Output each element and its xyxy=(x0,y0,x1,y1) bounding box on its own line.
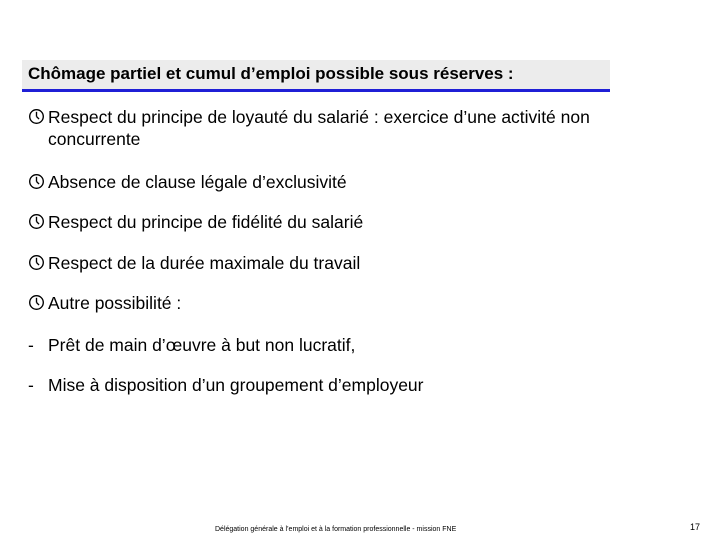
clock-icon xyxy=(28,108,45,125)
title-band xyxy=(22,60,610,92)
bullet-item xyxy=(28,171,688,193)
sub-list-text: Mise à disposition d’un groupement d’employeur xyxy=(48,375,424,395)
bullet-item xyxy=(28,106,688,150)
footer-text: Délégation générale à l’emploi et à la formation professionnelle - mission FNE xyxy=(215,526,457,533)
dash-marker: - xyxy=(28,375,34,395)
bullet-item xyxy=(28,292,688,314)
clock-icon xyxy=(28,173,45,190)
sub-list-text: Prêt de main d’œuvre à but non lucratif, xyxy=(48,335,356,355)
bullet-text: Respect du principe de loyauté du salarié : exercice d’une activité non concurrente xyxy=(48,107,590,149)
bullet-text: Autre possibilité : xyxy=(48,293,182,313)
sub-list-item xyxy=(28,334,688,356)
bullet-text: Absence de clause légale d’exclusivité xyxy=(48,172,347,192)
bullet-item xyxy=(28,211,688,233)
page-number: 17 xyxy=(690,522,701,532)
bullet-item xyxy=(28,252,688,274)
clock-icon xyxy=(28,254,45,271)
bullet-text: Respect du principe de fidélité du salarié xyxy=(48,212,364,232)
slide-title: Chômage partiel et cumul d’emploi possible sous réserves : xyxy=(28,64,514,83)
clock-icon xyxy=(28,213,45,230)
clock-icon xyxy=(28,294,45,311)
sub-list-item xyxy=(28,374,688,396)
bullet-text: Respect de la durée maximale du travail xyxy=(48,253,361,273)
dash-marker: - xyxy=(28,335,34,355)
